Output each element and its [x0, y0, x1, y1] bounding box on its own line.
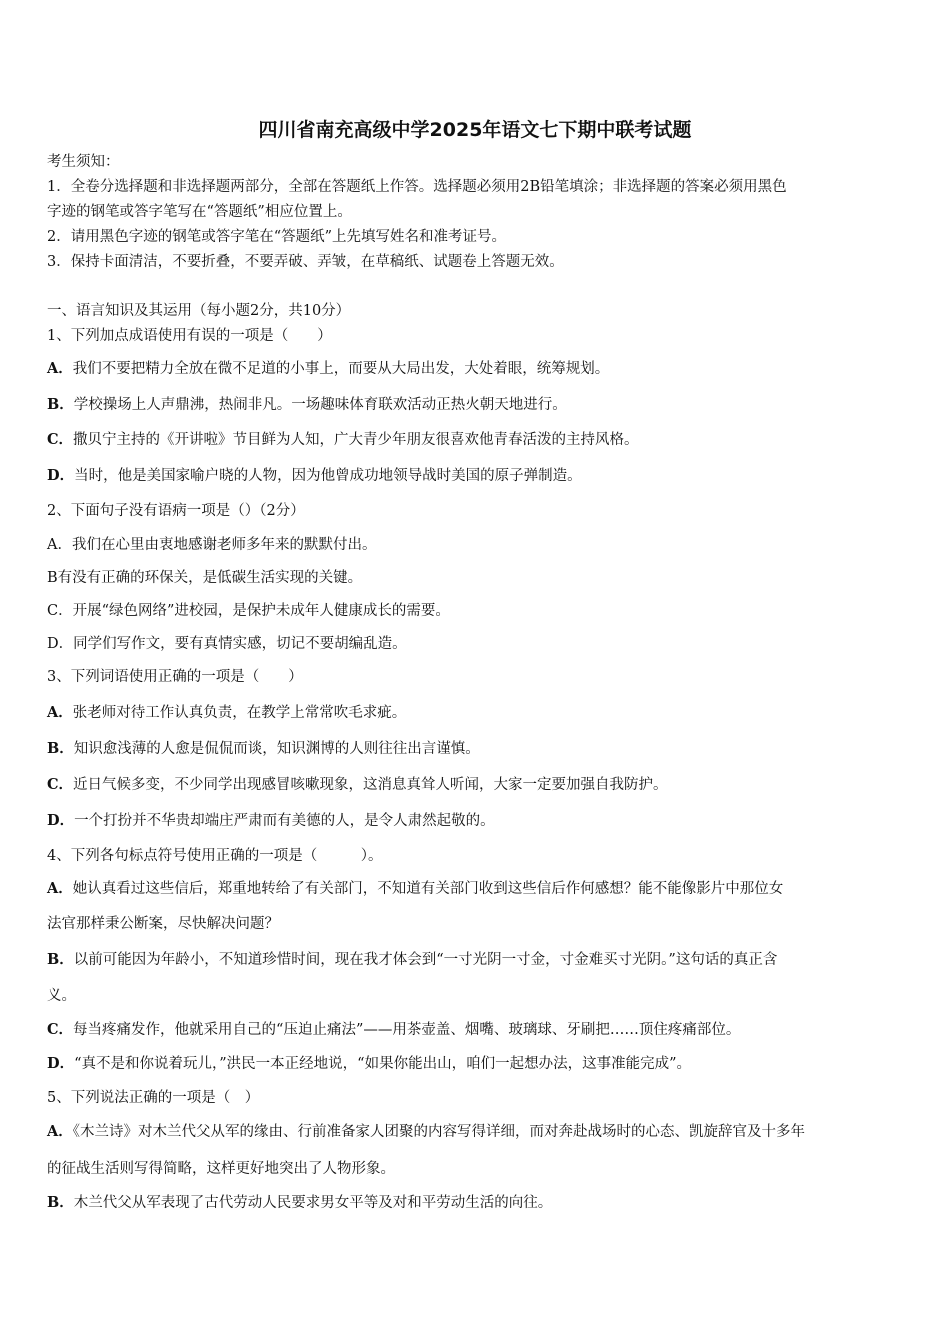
option-key: A．: [47, 1123, 73, 1140]
question-3-option-a: [47, 704, 406, 722]
option-text: 每当疼痛发作，他就采用自己的“压迫止痛法”——用茶壶盖、烟嘴、玻璃球、牙刷把……顶住疼痛部位。: [73, 1022, 741, 1038]
option-key: C．: [47, 776, 74, 793]
option-key: D．: [47, 467, 75, 484]
notice-line-1: 1．全卷分选择题和非选择题两部分，全部在答题纸上作答。选择题必须用2B铅笔填涂；非选择题的答案必须用黑色: [47, 179, 787, 195]
notice-line-1b: 字迹的钢笔或答字笔写在“答题纸”相应位置上。: [47, 204, 352, 220]
option-text: 她认真看过这些信后，郑重地转给了有关部门，不知道有关部门收到这些信后作何感想？能不能像影片中那位女: [72, 881, 784, 897]
option-key: C．: [47, 1021, 74, 1038]
question-1-option-c: [47, 431, 639, 449]
option-text: 知识愈浅薄的人愈是侃侃而谈，知识渊博的人则往往出言谨慎。: [73, 741, 480, 757]
question-1-option-d: [47, 467, 582, 485]
question-3-option-d: [47, 812, 495, 830]
option-text: 以前可能因为年龄小，不知道珍惜时间，现在我才体会到“一寸光阴一寸金，寸金难买寸光阴。”这句话的真正含: [73, 952, 778, 968]
section-heading: 一、语言知识及其运用（每小题2分，共10分）: [47, 303, 351, 319]
question-5-stem: 5、下列说法正确的一项是（ ）: [47, 1090, 260, 1106]
question-2-option-d: D．同学们写作文，要有真情实感，切记不要胡编乱造。: [47, 636, 407, 652]
option-text: 《木兰诗》对木兰代父从军的缘由、行前准备家人团聚的内容写得详细，而对奔赴战场时的心态、凯旋辞官及十多年: [72, 1124, 806, 1140]
question-4-option-a: [47, 880, 783, 898]
option-key: B．: [47, 740, 74, 757]
option-text: 近日气候多变，不少同学出现感冒咳嗽现象，这消息真耸人听闻，大家一定要加强自我防护。: [73, 777, 668, 793]
page-title: 四川省南充高级中学2025年语文七下期中联考试题: [258, 119, 692, 141]
question-2-option-b: B有没有正确的环保关，是低碳生活实现的关键。: [47, 570, 363, 586]
notice-heading: 考生须知：: [47, 154, 120, 170]
question-5-option-b: [47, 1194, 552, 1212]
question-4-option-c: [47, 1021, 740, 1039]
question-4-option-d: [47, 1055, 691, 1073]
option-text: 张老师对待工作认真负责，在教学上常常吹毛求疵。: [72, 705, 407, 721]
question-4-stem: 4、下列各句标点符号使用正确的一项是（ ）。: [47, 848, 383, 864]
question-4-option-b-cont: 义。: [47, 988, 76, 1004]
option-text: 木兰代父从军表现了古代劳动人民要求男女平等及对和平劳动生活的向往。: [73, 1195, 553, 1211]
notice-line-2: 2．请用黑色字迹的钢笔或答字笔在“答题纸”上先填写姓名和准考证号。: [47, 229, 507, 245]
option-key: A．: [47, 360, 73, 377]
question-2-option-c: C．开展“绿色网络”进校园，是保护未成年人健康成长的需要。: [47, 603, 450, 619]
question-3-option-b: [47, 740, 480, 758]
option-text: 我们不要把精力全放在微不足道的小事上，而要从大局出发，大处着眼，统筹规划。: [72, 361, 610, 377]
option-key: A．: [47, 880, 73, 897]
question-4-option-b: [47, 951, 777, 969]
question-1-option-a: [47, 360, 609, 378]
option-key: B．: [47, 1194, 74, 1211]
question-3-option-c: [47, 776, 668, 794]
notice-line-3: 3．保持卡面清洁，不要折叠，不要弄破、弄皱，在草稿纸、试题卷上答题无效。: [47, 254, 564, 270]
option-text: 学校操场上人声鼎沸，热闹非凡。一场趣味体育联欢活动正热火朝天地进行。: [73, 397, 567, 413]
question-3-stem: 3、下列词语使用正确的一项是（ ）: [47, 669, 303, 685]
question-1-option-b: [47, 396, 567, 414]
question-4-option-a-cont: 法官那样秉公断案，尽快解决问题？: [47, 916, 279, 932]
question-5-option-a: [47, 1123, 805, 1141]
option-key: C．: [47, 431, 74, 448]
question-5-option-a-cont: 的征战生活则写得简略，这样更好地突出了人物形象。: [47, 1161, 395, 1177]
option-key: B．: [47, 951, 74, 968]
option-key: B．: [47, 396, 74, 413]
question-2-option-a: A．我们在心里由衷地感谢老师多年来的默默付出。: [47, 537, 377, 553]
option-key: D．: [47, 1055, 75, 1072]
option-text: “真不是和你说着玩儿，”洪民一本正经地说，“如果你能出山，咱们一起想办法，这事准能完成”。: [74, 1056, 691, 1072]
option-key: A．: [47, 704, 73, 721]
question-2-stem: 2、下面句子没有语病一项是（）（2分）: [47, 503, 305, 519]
option-key: D．: [47, 812, 75, 829]
option-text: 一个打扮并不华贵却端庄严肃而有美德的人，是令人肃然起敬的。: [74, 813, 495, 829]
question-1-stem: 1、下列加点成语使用有误的一项是（ ）: [47, 328, 332, 344]
option-text: 当时，他是美国家喻户晓的人物，因为他曾成功地领导战时美国的原子弹制造。: [74, 468, 582, 484]
option-text: 撒贝宁主持的《开讲啦》节目鲜为人知，广大青少年朋友很喜欢他青春活泼的主持风格。: [73, 432, 639, 448]
